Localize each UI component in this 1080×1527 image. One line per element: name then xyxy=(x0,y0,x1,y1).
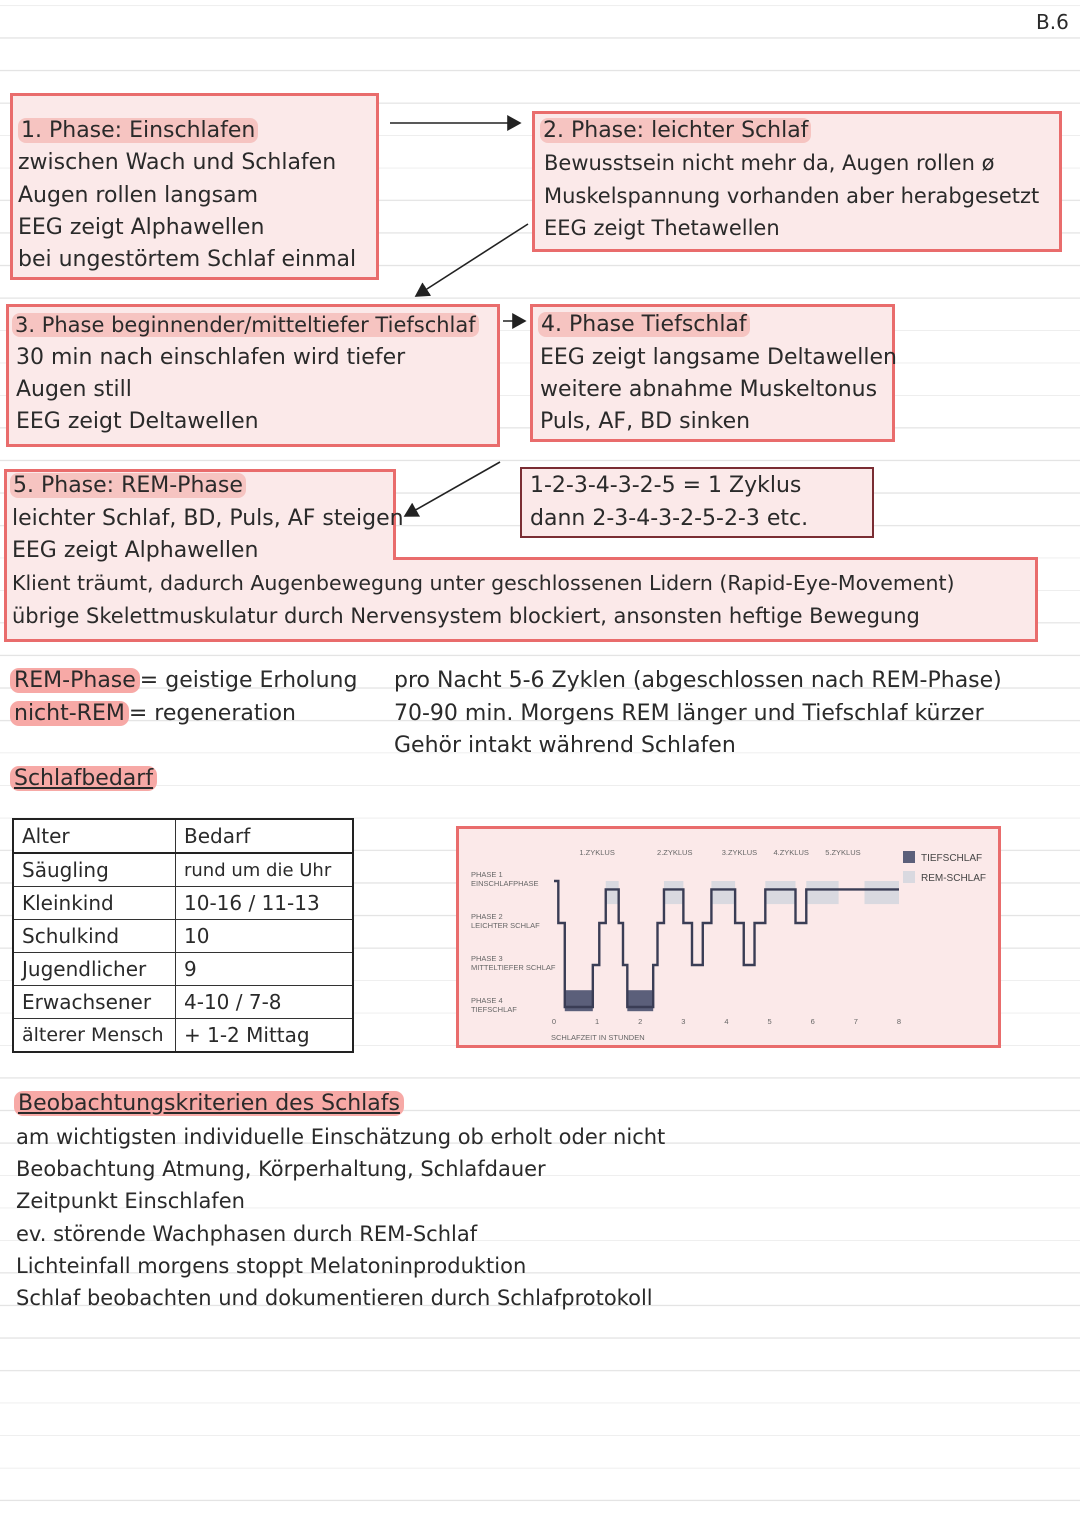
x-tick-label: 1 xyxy=(595,1017,600,1026)
hypnogram-chart xyxy=(459,829,998,1045)
x-tick-label: 0 xyxy=(551,1017,557,1026)
table-cell: Erwachsener xyxy=(13,986,176,1019)
table-row xyxy=(13,920,353,953)
table-cell: 4-10 / 7-8 xyxy=(176,986,354,1019)
table-cell: + 1-2 Mittag xyxy=(176,1019,354,1053)
rem-right-line: 70-90 min. Morgens REM länger und Tiefschlaf kürzer xyxy=(394,701,984,726)
phase4-title: 4. Phase Tiefschlaf xyxy=(538,309,750,341)
phase5-line: EEG zeigt Alphawellen xyxy=(12,538,259,563)
phase3-line: 30 min nach einschlafen wird tiefer xyxy=(16,345,406,370)
cycle-label: 3.ZYKLUS xyxy=(721,848,758,857)
table-header-cell: Alter xyxy=(13,819,176,853)
phase1-line: EEG zeigt Alphawellen xyxy=(18,215,265,240)
cycle-label: 5.ZYKLUS xyxy=(825,848,861,857)
phase1-line: bei ungestörtem Schlaf einmal xyxy=(18,247,357,272)
phase2-line: Muskelspannung vorhanden aber herabgesetzt xyxy=(544,184,1040,208)
x-tick-label: 4 xyxy=(724,1017,729,1026)
arrow-phase2-to-phase3 xyxy=(416,224,528,296)
legend-label: REM-SCHLAF xyxy=(921,873,987,884)
x-tick-label: 3 xyxy=(681,1017,686,1026)
phase5-line: Klient träumt, dadurch Augenbewegung unter geschlossenen Lidern (Rapid-Eye-Movement) xyxy=(12,571,955,595)
table-row xyxy=(13,986,353,1019)
x-tick-label: 5 xyxy=(767,1017,772,1026)
table-cell: Schulkind xyxy=(13,920,176,953)
x-tick-label: 6 xyxy=(810,1017,815,1026)
cycle-label: 4.ZYKLUS xyxy=(773,848,809,857)
phase5-line: übrige Skelettmuskulatur durch Nervensystem blockiert, ansonsten heftige Bewegung xyxy=(12,604,920,628)
y-axis-label: PHASE 2 LEICHTER SCHLAF xyxy=(471,912,540,930)
beobachtung-line: Zeitpunkt Einschlafen xyxy=(16,1189,245,1213)
phase4-line: Puls, AF, BD sinken xyxy=(540,409,751,434)
table-header-row xyxy=(13,819,353,853)
phase1-title: 1. Phase: Einschlafen xyxy=(18,115,258,147)
cycle-line-2: dann 2-3-4-3-2-5-2-3 etc. xyxy=(530,506,809,531)
schlafbedarf-heading: Schlafbedarf xyxy=(10,763,157,795)
cycle-label: 2.ZYKLUS xyxy=(657,848,693,857)
legend-swatch xyxy=(903,871,915,883)
rem-sleep-band xyxy=(664,881,683,904)
rem-right-line: Gehör intakt während Schlafen xyxy=(394,733,736,758)
beobachtung-line: Schlaf beobachten und dokumentieren durch Schlafprotokoll xyxy=(16,1286,653,1310)
y-axis-label: PHASE 3 MITTELTIEFER SCHLAF xyxy=(471,954,556,972)
cycle-label: 1.ZYKLUS xyxy=(579,848,615,857)
phase2-line: Bewusstsein nicht mehr da, Augen rollen ø xyxy=(544,151,995,175)
schlafbedarf-table xyxy=(12,818,354,1053)
table-cell: Jugendlicher xyxy=(13,953,176,986)
table-cell: 10-16 / 11-13 xyxy=(176,887,354,920)
beobachtung-heading: Beobachtungskriterien des Schlafs xyxy=(14,1088,404,1120)
page-number: B.6 xyxy=(1036,10,1069,34)
phase1-line: zwischen Wach und Schlafen xyxy=(18,150,337,175)
phase2-title: 2. Phase: leichter Schlaf xyxy=(540,115,811,147)
table-cell: 10 xyxy=(176,920,354,953)
beobachtung-line: Lichteinfall morgens stoppt Melatoninproduktion xyxy=(16,1254,527,1278)
nonrem-note: nicht-REM = regeneration xyxy=(10,698,296,730)
phase3-title: 3. Phase beginnender/mitteltiefer Tiefschlaf xyxy=(12,309,479,341)
x-tick-label: 2 xyxy=(638,1017,643,1026)
legend-label: TIEFSCHLAF xyxy=(921,853,983,864)
table-cell: älterer Mensch xyxy=(13,1019,176,1053)
x-tick-label: 8 xyxy=(896,1017,902,1026)
table-header-cell: Bedarf xyxy=(176,819,354,853)
beobachtung-line: ev. störende Wachphasen durch REM-Schlaf xyxy=(16,1222,478,1246)
legend-swatch xyxy=(903,851,915,863)
phase1-line: Augen rollen langsam xyxy=(18,183,259,208)
rem-sleep-band xyxy=(711,881,735,904)
table-cell: Säugling xyxy=(13,853,176,887)
beobachtung-line: am wichtigsten individuelle Einschätzung ob erholt oder nicht xyxy=(16,1125,666,1149)
phase2-line: EEG zeigt Thetawellen xyxy=(544,216,780,240)
phase3-line: EEG zeigt Deltawellen xyxy=(16,409,259,434)
y-axis-label: PHASE 4 TIEFSCHLAF xyxy=(471,996,517,1014)
table-row xyxy=(13,887,353,920)
phase3-line: Augen still xyxy=(16,377,132,402)
phase5-title: 5. Phase: REM-Phase xyxy=(10,470,246,502)
y-axis-label: PHASE 1 EINSCHLAFPHASE xyxy=(471,870,539,888)
hypnogram-chart-frame xyxy=(456,826,1001,1048)
phase5-box-edge xyxy=(393,557,1038,560)
arrow-phase4-to-phase5 xyxy=(405,462,500,516)
beobachtung-line: Beobachtung Atmung, Körperhaltung, Schlafdauer xyxy=(16,1157,546,1181)
rem-note: REM-Phase = geistige Erholung xyxy=(10,665,357,697)
table-cell: 9 xyxy=(176,953,354,986)
phase4-line: weitere abnahme Muskeltonus xyxy=(540,377,878,402)
table-row xyxy=(13,853,353,887)
cycle-line-1: 1-2-3-4-3-2-5 = 1 Zyklus xyxy=(530,473,802,498)
table-row xyxy=(13,953,353,986)
table-cell: rund um die Uhr xyxy=(176,853,354,887)
rem-sleep-band xyxy=(765,881,795,904)
x-axis-label: SCHLAFZEIT IN STUNDEN xyxy=(551,1033,645,1042)
x-tick-label: 7 xyxy=(853,1017,858,1026)
phase5-line: leichter Schlaf, BD, Puls, AF steigen xyxy=(12,506,404,531)
rem-sleep-band xyxy=(865,881,900,904)
table-row xyxy=(13,1019,353,1053)
rem-sleep-band xyxy=(806,881,838,904)
phase4-line: EEG zeigt langsame Deltawellen xyxy=(540,345,897,370)
rem-sleep-band xyxy=(606,881,619,904)
rem-right-line: pro Nacht 5-6 Zyklen (abgeschlossen nach REM-Phase) xyxy=(394,668,1002,693)
table-cell: Kleinkind xyxy=(13,887,176,920)
